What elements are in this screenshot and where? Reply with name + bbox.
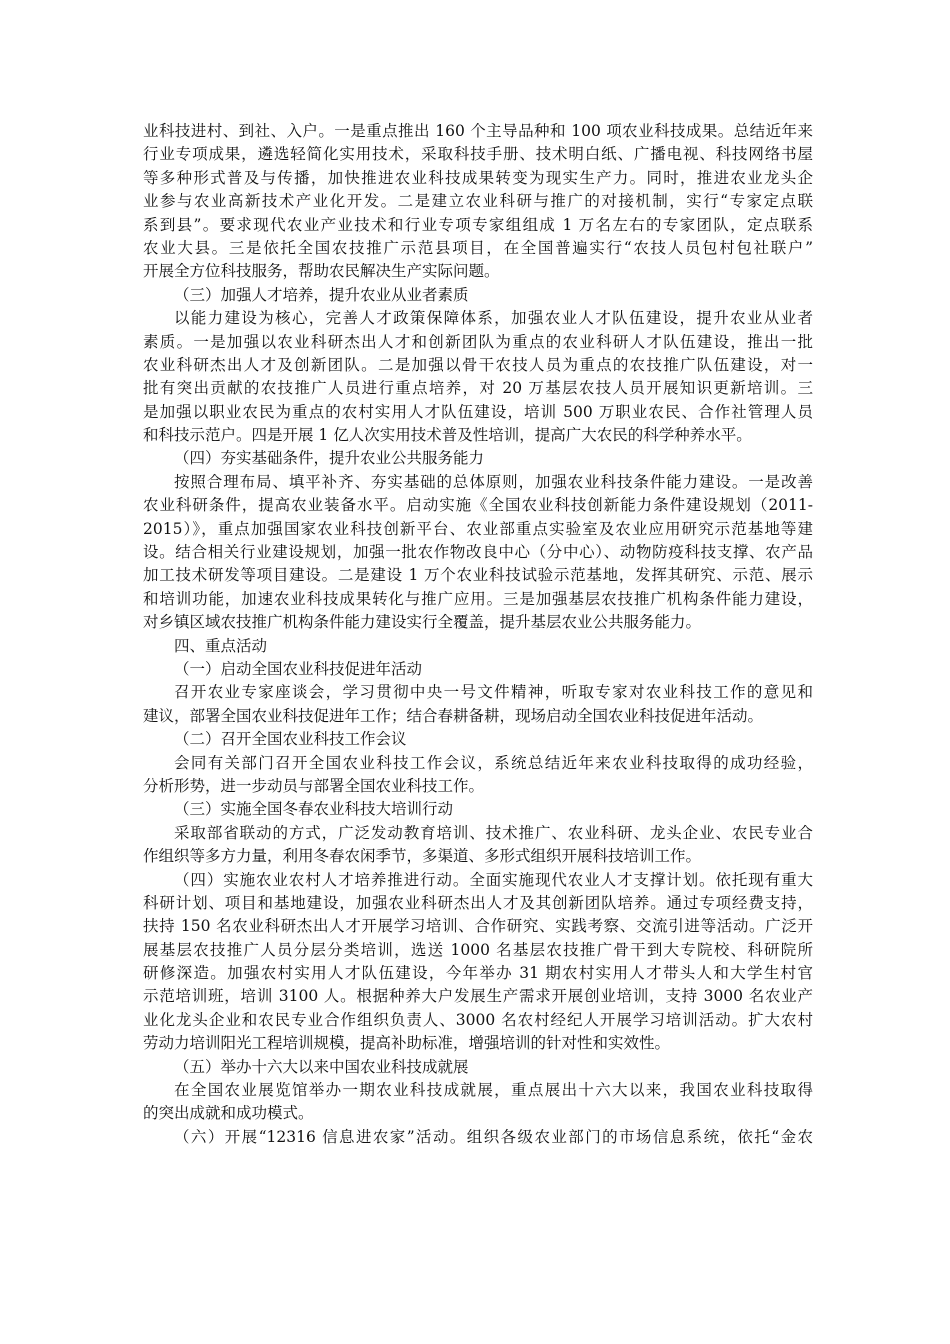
paragraph-line: 素质。一是加强以农业科研杰出人才和创新团队为重点的农业科研人才队伍建设，推出一批 (143, 332, 813, 351)
paragraph-line: 行业专项成果，遴选轻简化实用技术，采取科技手册、技术明白纸、广播电视、科技网络书屋 (143, 145, 813, 164)
paragraph-line: 和科技示范户。四是开展 1 亿人次实用技术普及性培训，提高广大农民的科学种养水平。 (143, 426, 752, 445)
paragraph-line: 分析形势，进一步动员与部署全国农业科技工作。 (143, 776, 485, 795)
paragraph-line: 业科技进村、到社、入户。一是重点推出 160 个主导品种和 100 项农业科技成果。总结近年来 (143, 122, 813, 140)
section-heading: （五）举办十六大以来中国农业科技成就展 (174, 1057, 469, 1076)
paragraph-line: 展基层农技推广人员分层分类培训，选送 1000 名基层农技推广骨干到大专院校、科研院所 (143, 940, 813, 959)
paragraph-line: 作组织等多方力量，利用冬春农闲季节，多渠道、多形式组织开展科技培训工作。 (143, 847, 702, 866)
paragraph-line: 等多种形式普及与传播，加快推进农业科技成果转变为现实生产力。同时，推进农业龙头企 (143, 168, 813, 187)
paragraph-line: 和培训功能，加速农业科技成果转化与推广应用。三是加强基层农技推广机构条件能力建设， (143, 589, 813, 608)
paragraph-line: 按照合理布局、填平补齐、夯实基础的总体原则，加强农业科技条件能力建设。一是改善 (174, 472, 813, 491)
paragraph-line: （四）实施农业农村人才培养推进行动。全面实施现代农业人才支撑计划。依托现有重大 (174, 870, 813, 889)
section-heading: （三）加强人才培养，提升农业从业者素质 (174, 285, 469, 304)
paragraph-line: 系到县”。要求现代农业产业技术和行业专项专家组组成 1 万名左右的专家团队，定点联系 (143, 215, 813, 234)
document-body (143, 120, 813, 1149)
paragraph-line: 业参与农业高新技术产业化开发。二是建立农业科研与推广的对接机制，实行“专家定点联 (143, 192, 813, 211)
paragraph-line: 农业大县。三是依托全国农技推广示范县项目，在全国普遍实行“农技人员包村包社联户” (143, 238, 813, 257)
paragraph-line: （六）开展“12316 信息进农家”活动。组织各级农业部门的市场信息系统，依托“金农 (174, 1127, 813, 1146)
paragraph-line: 在全国农业展览馆举办一期农业科技成就展，重点展出十六大以来，我国农业科技取得 (174, 1081, 813, 1100)
paragraph-line: 的突出成就和成功模式。 (143, 1104, 314, 1123)
paragraph-line: 设。结合相关行业建设规划，加强一批农作物改良中心（分中心）、动物防疫科技支撑、农产品 (143, 543, 813, 562)
paragraph-line: 农业科研条件，提高农业装备水平。启动实施《全国农业科技创新能力条件建设规划（2011- (143, 496, 813, 515)
paragraph-line: 对乡镇区域农技推广机构条件能力建设实行全覆盖，提升基层农业公共服务能力。 (143, 613, 702, 632)
section-heading: （二）召开全国农业科技工作会议 (174, 730, 407, 749)
paragraph-line: 扶持 150 名农业科研杰出人才开展学习培训、合作研究、实践考察、交流引进等活动。广泛开 (143, 917, 813, 936)
paragraph-line: 示范培训班，培训 3100 人。根据种养大户发展生产需求开展创业培训，支持 3000 名农业产 (143, 987, 813, 1006)
paragraph-line: 2015）》，重点加强国家农业科技创新平台、农业部重点实验室及农业应用研究示范基地等建 (143, 519, 813, 538)
paragraph-line: 采取部省联动的方式，广泛发动教育培训、技术推广、农业科研、龙头企业、农民专业合 (174, 823, 813, 842)
paragraph-line: 农业科研杰出人才及创新团队。二是加强以骨干农技人员为重点的农技推广队伍建设，对一 (143, 355, 813, 374)
section-heading: （三）实施全国冬春农业科技大培训行动 (174, 800, 454, 819)
paragraph-line: 研修深造。加强农村实用人才队伍建设，今年举办 31 期农村实用人才带头人和大学生村官 (143, 964, 813, 983)
section-heading: （四）夯实基础条件，提升农业公共服务能力 (174, 449, 485, 468)
paragraph-line: 业化龙头企业和农民专业合作组织负责人、3000 名农村经纪人开展学习培训活动。扩大农村 (143, 1010, 813, 1029)
paragraph-line: 以能力建设为核心，完善人才政策保障体系，加强农业人才队伍建设，提升农业从业者 (174, 309, 813, 328)
paragraph-line: 开展全方位科技服务，帮助农民解决生产实际问题。 (143, 262, 500, 281)
paragraph-line: 召开农业专家座谈会，学习贯彻中央一号文件精神，听取专家对农业科技工作的意见和 (174, 683, 813, 702)
paragraph-line: 劳动力培训阳光工程培训规模，提高补助标准，增强培训的针对性和实效性。 (143, 1034, 671, 1053)
section-heading: （一）启动全国农业科技促进年活动 (174, 659, 423, 678)
paragraph-line: 是加强以职业农民为重点的农村实用人才队伍建设，培训 500 万职业农民、合作社管理人员 (143, 402, 813, 421)
paragraph-line: 会同有关部门召开全国农业科技工作会议，系统总结近年来农业科技取得的成功经验， (174, 753, 813, 772)
paragraph-line: 加工技术研发等项目建设。二是建设 1 万个农业科技试验示范基地，发挥其研究、示范、展示 (143, 566, 813, 585)
paragraph-line: 科研计划、项目和基地建设，加强农业科研杰出人才及其创新团队培养。通过专项经费支持， (143, 893, 813, 912)
paragraph-line: 建议，部署全国农业科技促进年工作；结合春耕备耕，现场启动全国农业科技促进年活动。 (143, 706, 764, 725)
paragraph-line: 批有突出贡献的农技推广人员进行重点培养，对 20 万基层农技人员开展知识更新培训。三 (143, 379, 813, 398)
section-heading: 四、重点活动 (174, 636, 268, 655)
